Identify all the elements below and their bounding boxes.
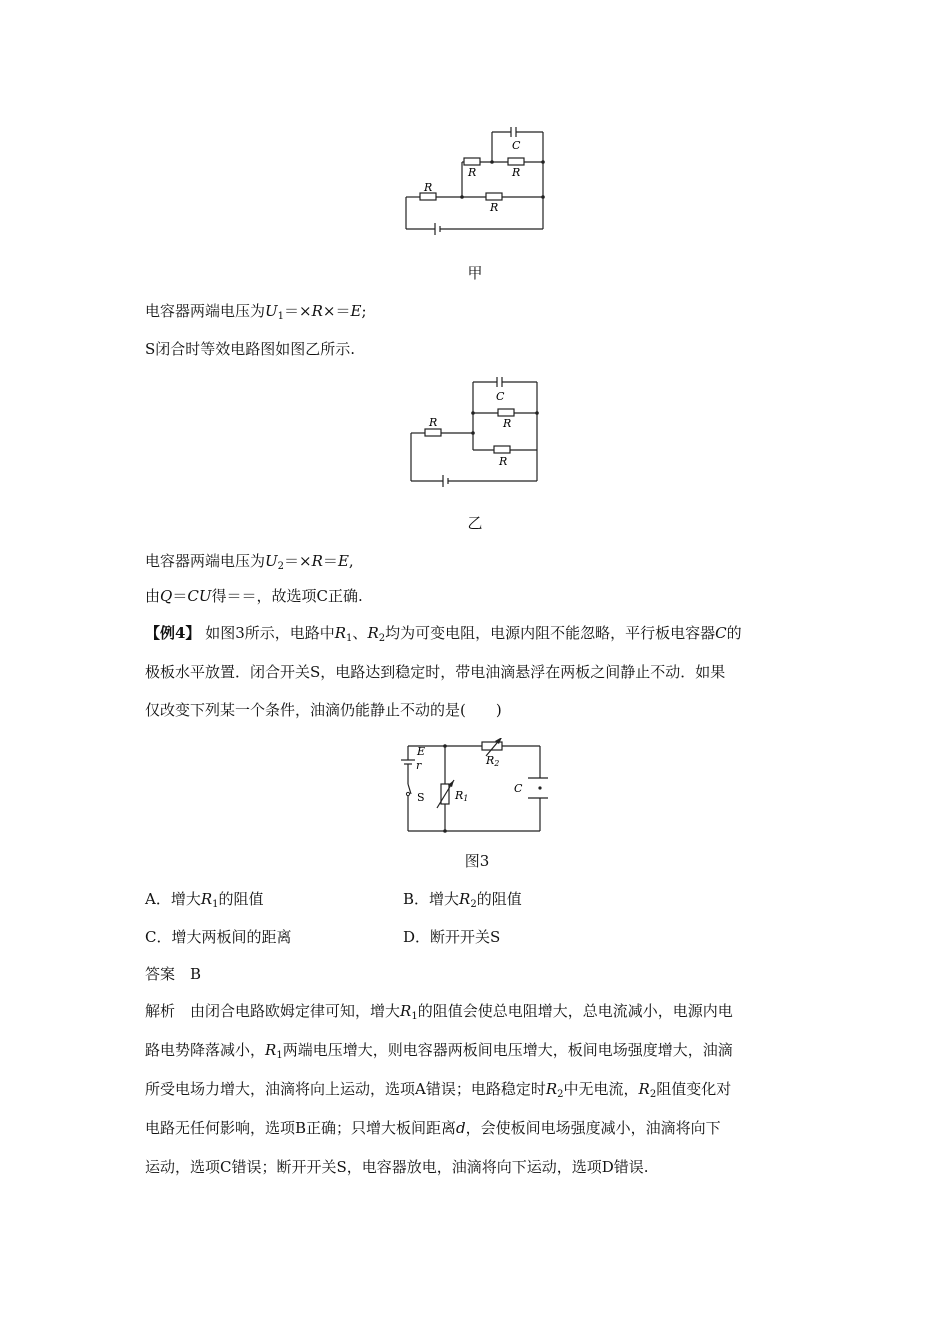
text-u2-e: E xyxy=(337,552,349,570)
answer: 答案 B xyxy=(145,965,202,983)
text-q-q: Q xyxy=(160,587,173,605)
caption-jia: 甲 xyxy=(467,264,483,282)
analysis-l3-r2: R xyxy=(638,1080,650,1098)
analysis-l3-b: 中无电流， xyxy=(563,1080,639,1098)
example4-line2: 极板水平放置．闭合开关S，电路达到稳定时，带电油滴悬浮在两板之间静止不动．如果 xyxy=(145,663,726,681)
example4-l1d: 的 xyxy=(726,624,742,642)
text-u1-r: R xyxy=(311,302,323,320)
option-a-r: R xyxy=(200,890,213,908)
analysis-l1-b: 的阻值会使总电阻增大，总电流减小，电源内电 xyxy=(417,1002,733,1020)
label-r-left-yi: R xyxy=(429,416,438,429)
text-u1-b: ＝× xyxy=(284,302,312,320)
analysis-l2-r: R xyxy=(265,1041,277,1059)
label-cap-jia: C xyxy=(512,139,521,152)
text-u1-sub: 1 xyxy=(277,311,285,322)
option-a xyxy=(145,888,264,910)
label-cap-fig3: C xyxy=(514,782,523,795)
option-b-pre: B．增大 xyxy=(403,890,460,908)
example4-r1-sub: 1 xyxy=(346,633,353,644)
analysis-l3-a: 所受电场力增大，油滴将向上运动，选项A错误；电路稳定时 xyxy=(145,1080,546,1098)
text-q-c: 得＝＝，故选项C正确. xyxy=(211,587,363,605)
analysis-l2-a: 路电势降落减小， xyxy=(145,1041,266,1059)
text-u1-c: ×＝ xyxy=(322,302,351,320)
option-a-sub: 1 xyxy=(212,899,219,910)
option-d: D．断开开关S xyxy=(403,928,501,946)
option-b xyxy=(403,888,522,910)
text-q-a: 由 xyxy=(145,587,161,605)
option-b-r: R xyxy=(459,890,471,908)
label-r-top2-jia: R xyxy=(512,166,521,179)
example4-r1: R xyxy=(334,624,347,642)
analysis-line5: 运动，选项C错误；断开开关S，电容器放电，油滴将向下运动，选项D错误. xyxy=(145,1158,649,1176)
analysis-line4 xyxy=(145,1117,721,1138)
label-s-fig3: S xyxy=(417,791,425,804)
example4-l1c: 均为可变电阻，电源内阻不能忽略，平行板电容器 xyxy=(385,624,716,642)
text-q-cu: CU xyxy=(187,587,212,605)
label-r-top-yi: R xyxy=(503,417,512,430)
circuit-diagram-jia xyxy=(400,125,550,235)
text-line-u1 xyxy=(145,300,367,322)
example4-r2-sub: 2 xyxy=(378,633,386,644)
text-u1-d: ; xyxy=(361,302,367,320)
analysis-line1 xyxy=(145,1000,733,1022)
caption-yi: 乙 xyxy=(467,514,483,532)
example4-l1a: 如图3所示，电路中 xyxy=(200,624,335,642)
analysis-l1-sub: 1 xyxy=(411,1011,418,1022)
option-b-sub: 2 xyxy=(470,899,477,910)
analysis-l2-b: 两端电压增大，则电容器两板间电压增大，板间电场强度增大，油滴 xyxy=(282,1041,733,1059)
label-r1-fig3: R1 xyxy=(455,789,469,803)
figure-yi xyxy=(405,375,545,490)
circuit-diagram-yi xyxy=(405,375,545,490)
example4-c: C xyxy=(715,624,727,642)
analysis-l4-d: d xyxy=(456,1119,466,1137)
text-u2-r: R xyxy=(311,552,323,570)
label-cap-yi: C xyxy=(496,390,505,403)
caption-fig3: 图3 xyxy=(464,852,490,870)
text-line-s-closed: S闭合时等效电路图如图乙所示. xyxy=(145,340,356,358)
text-u2-sub: 2 xyxy=(277,561,285,572)
example4-r2: R xyxy=(367,624,379,642)
option-a-pre: A．增大 xyxy=(145,890,201,908)
analysis-l4-b: ，会使板间电场强度减小，油滴将向下 xyxy=(465,1119,721,1137)
analysis-l2-sub: 1 xyxy=(276,1050,283,1061)
text-u2-a: 电容器两端电压为 xyxy=(145,552,266,570)
analysis-l3-sub: 2 xyxy=(557,1089,564,1100)
label-r-left-jia: R xyxy=(424,181,433,194)
circuit-diagram-3 xyxy=(398,738,548,836)
text-u2-b: ＝× xyxy=(284,552,312,570)
label-e-fig3: E xyxy=(417,745,426,758)
example4-tag: 【例4】 xyxy=(145,624,201,642)
text-u1-e: E xyxy=(350,302,362,320)
text-u1-u: U xyxy=(265,302,278,320)
analysis-l3-sub2: 2 xyxy=(649,1089,657,1100)
example4-line1 xyxy=(145,622,742,644)
analysis-l3-c: 阻值变化对 xyxy=(656,1080,732,1098)
label-r-internal-fig3: r xyxy=(416,759,422,772)
figure-jia xyxy=(400,125,550,235)
text-u2-u: U xyxy=(265,552,278,570)
label-r2-fig3: R2 xyxy=(486,754,500,768)
analysis-line3 xyxy=(145,1078,731,1100)
text-u1-a: 电容器两端电压为 xyxy=(145,302,266,320)
analysis-l4-a: 电路无任何影响，选项B正确；只增大板间距离 xyxy=(145,1119,457,1137)
text-u2-d: , xyxy=(348,552,354,570)
text-line-u2 xyxy=(145,550,354,572)
option-c: C．增大两板间的距离 xyxy=(145,928,292,946)
text-u2-c: ＝ xyxy=(322,552,338,570)
analysis-l3-r: R xyxy=(545,1080,558,1098)
figure-3 xyxy=(398,738,548,836)
example4-l1b: 、 xyxy=(352,624,368,642)
text-line-q xyxy=(145,585,363,606)
analysis-l1-a: 解析 由闭合电路欧姆定律可知，增大 xyxy=(145,1002,401,1020)
analysis-l1-r: R xyxy=(400,1002,412,1020)
text-q-b: ＝ xyxy=(172,587,188,605)
analysis-line2 xyxy=(145,1039,733,1061)
label-r-bottom-yi: R xyxy=(499,455,508,468)
option-a-post: 的阻值 xyxy=(218,890,264,908)
option-b-post: 的阻值 xyxy=(476,890,522,908)
example4-line3: 仅改变下列某一个条件，油滴仍能静止不动的是( ) xyxy=(145,701,502,719)
label-r-mid-jia: R xyxy=(490,201,499,214)
label-r-top1-jia: R xyxy=(468,166,477,179)
